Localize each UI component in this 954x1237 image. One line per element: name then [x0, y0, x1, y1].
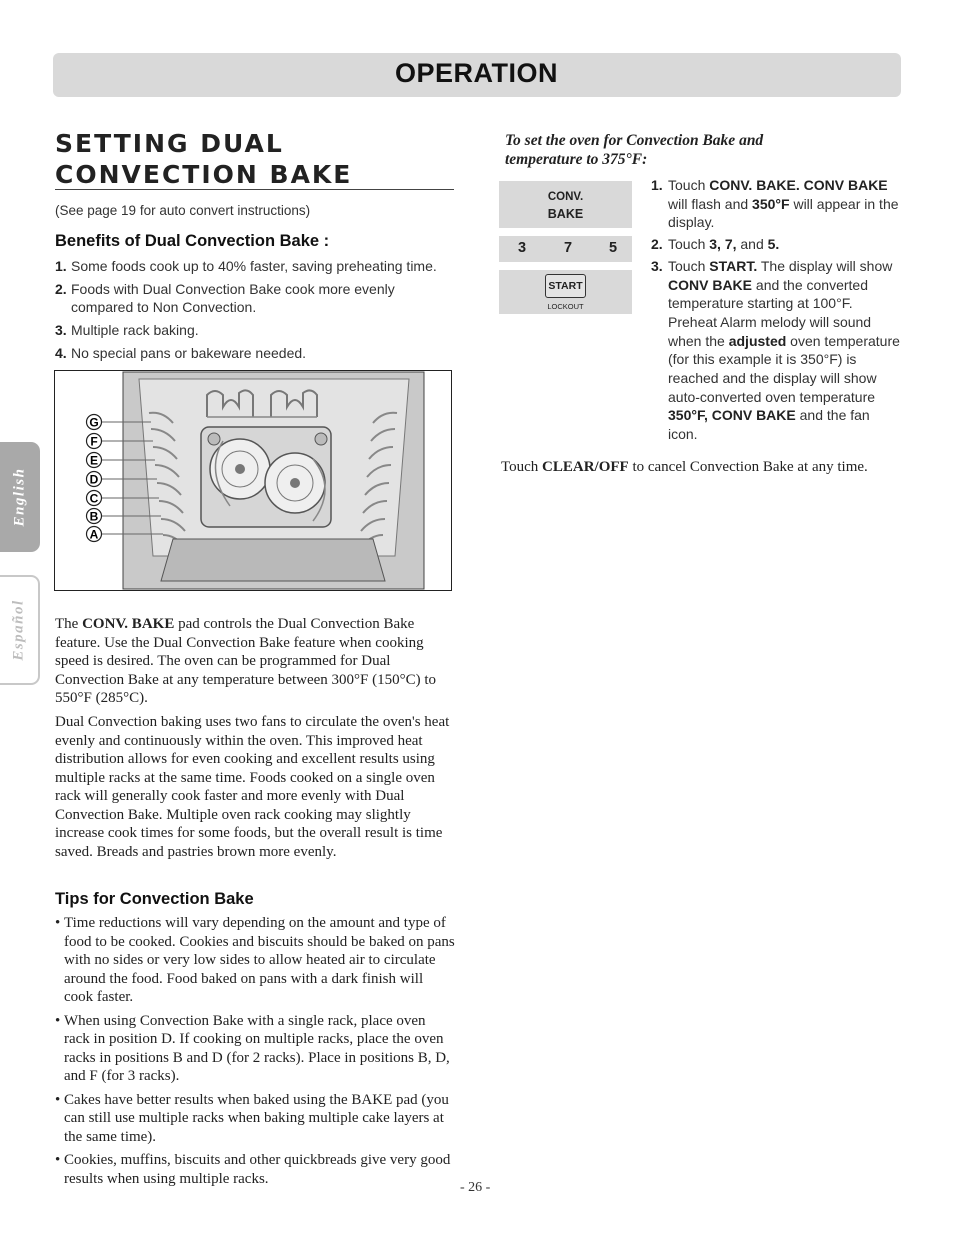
instructions-heading: To set the oven for Convection Bake and temperature to 375°F: — [505, 132, 764, 168]
svg-text:C: C — [89, 491, 99, 506]
start-button[interactable] — [545, 274, 586, 298]
step-text: 5. — [767, 236, 780, 253]
step-text: and the fan icon. — [668, 407, 870, 443]
step-text: Touch — [668, 257, 710, 274]
svg-text:F: F — [90, 434, 98, 449]
section-title: SETTING DUAL CONVECTION BAKE — [55, 129, 353, 189]
lockout-label: LOCKOUT — [547, 302, 584, 311]
step-text: will flash and — [668, 195, 753, 212]
rack-label-f — [87, 434, 102, 449]
rack-label-a — [87, 527, 102, 542]
rack-label-c — [87, 491, 102, 506]
step-text: and the converted temperature starting at 100°F. Preheat Alarm melody will sound when the — [668, 276, 872, 349]
tab-espanol-label: Español — [10, 599, 27, 661]
page-number: - 26 - — [460, 1180, 491, 1195]
start-button-label: START — [548, 280, 583, 292]
number-pad-row — [499, 236, 632, 262]
section-rule — [55, 189, 454, 190]
list-item: • Cookies, muffins, biscuits and other quickbreads give very good results when using multiple racks. — [55, 1151, 455, 1188]
step-text: CONV BAKE — [668, 276, 753, 293]
tips-heading: Tips for Convection Bake — [55, 890, 254, 908]
step-text: 3, 7, — [709, 236, 737, 253]
svg-text:E: E — [89, 453, 99, 468]
list-item: 3. Multiple rack baking. — [55, 322, 199, 338]
clear-off-note: Touch CLEAR/OFF to cancel Convection Bake at any time. — [501, 459, 868, 475]
svg-text:D: D — [89, 472, 99, 487]
conv-bake-pad[interactable]: CONV. BAKE — [499, 181, 632, 228]
tab-english-label: English — [11, 467, 28, 527]
step-item — [651, 257, 901, 444]
step-text: START. — [709, 257, 758, 274]
oven-diagram — [55, 371, 451, 590]
number-pad-7[interactable]: 7 — [564, 240, 573, 256]
instruction-steps — [651, 176, 901, 447]
list-item: • When using Convection Bake with a single rack, place oven rack in position D. If cooking on multiple racks, place the oven racks in positions B and D (for 2 racks). Place in positions B, D, and F (for 3 racks). — [55, 1012, 455, 1086]
step-text: Touch — [668, 236, 710, 253]
step-text: 350°F — [752, 195, 790, 212]
rack-label-b — [87, 509, 102, 524]
rack-label-d — [87, 472, 102, 487]
step-text: Touch — [668, 177, 710, 193]
list-item: 2. Foods with Dual Convection Bake cook more evenly compared to Non Convection. — [55, 281, 395, 315]
tab-english[interactable] — [0, 442, 40, 552]
page-title: OPERATION — [395, 58, 559, 88]
step-text: and — [736, 236, 768, 253]
dual-convection-paragraph: Dual Convection baking uses two fans to circulate the oven's heat evenly and continuously within the oven. This improved heat distribution allows for even cooking and excellent results using multiple racks at the same time. Foods cooked on a single oven rack will generally cook faster and more evenly with Dual Convection Bake. Multiple oven rack cooking may slightly increase cook times for some foods, but the overall result is time saved. Breads and pastries brown more evenly. — [55, 714, 450, 860]
list-item: • Time reductions will vary depending on the amount and type of food to be cooked. Cookies and biscuits should be baked on pans with no sides or very low sides to allow heated air to circulate around the food. Food baked on pans with a dark finish will cook faster. — [55, 914, 455, 1007]
svg-text:G: G — [89, 415, 99, 430]
step-text: will appear in the display. — [668, 195, 899, 231]
svg-text:A: A — [89, 527, 99, 542]
step-item — [651, 235, 901, 254]
step-text: adjusted — [728, 332, 787, 349]
rack-label-e — [87, 453, 102, 468]
step-text: CONV. BAKE. CONV BAKE — [709, 177, 888, 193]
step-text: oven temperature (for this example it is 350°F) is reached and the display will show auto-converted oven temperature — [668, 332, 900, 405]
benefits-heading: Benefits of Dual Convection Bake : — [55, 232, 330, 250]
tab-espanol[interactable] — [0, 575, 40, 685]
header-band — [53, 53, 901, 97]
start-pad-panel — [499, 270, 632, 314]
conv-bake-paragraph: The CONV. BAKE pad controls the Dual Convection Bake feature. Use the Dual Convection Bake feature when cooking speed is desired. The oven can be programmed for Dual Convection Bake at any temperature between 300°F (150°C) to 550°F (285°C). — [55, 616, 437, 706]
step-number: 1. — [651, 177, 663, 193]
list-item: 1. Some foods cook up to 40% faster, saving preheating time. — [55, 258, 437, 274]
step-number: 2. — [651, 236, 663, 253]
svg-text:B: B — [89, 509, 99, 524]
step-item — [651, 176, 901, 232]
step-number: 3. — [651, 257, 663, 274]
list-item: • Cakes have better results when baked using the BAKE pad (you can still use multiple racks when baking multiple cake layers at the same time). — [55, 1091, 455, 1147]
number-pad-5[interactable]: 5 — [609, 240, 618, 256]
tips-list — [55, 914, 455, 1193]
benefits-list — [55, 257, 455, 367]
number-pad-3[interactable]: 3 — [518, 240, 527, 256]
step-text: The display will show — [757, 257, 893, 274]
step-text: 350°F, CONV BAKE — [668, 407, 796, 424]
rack-label-g — [87, 415, 102, 430]
see-page-note: (See page 19 for auto convert instructions) — [55, 203, 311, 218]
oven-rack-illustration — [54, 370, 452, 591]
list-item: 4. No special pans or bakeware needed. — [55, 345, 307, 361]
